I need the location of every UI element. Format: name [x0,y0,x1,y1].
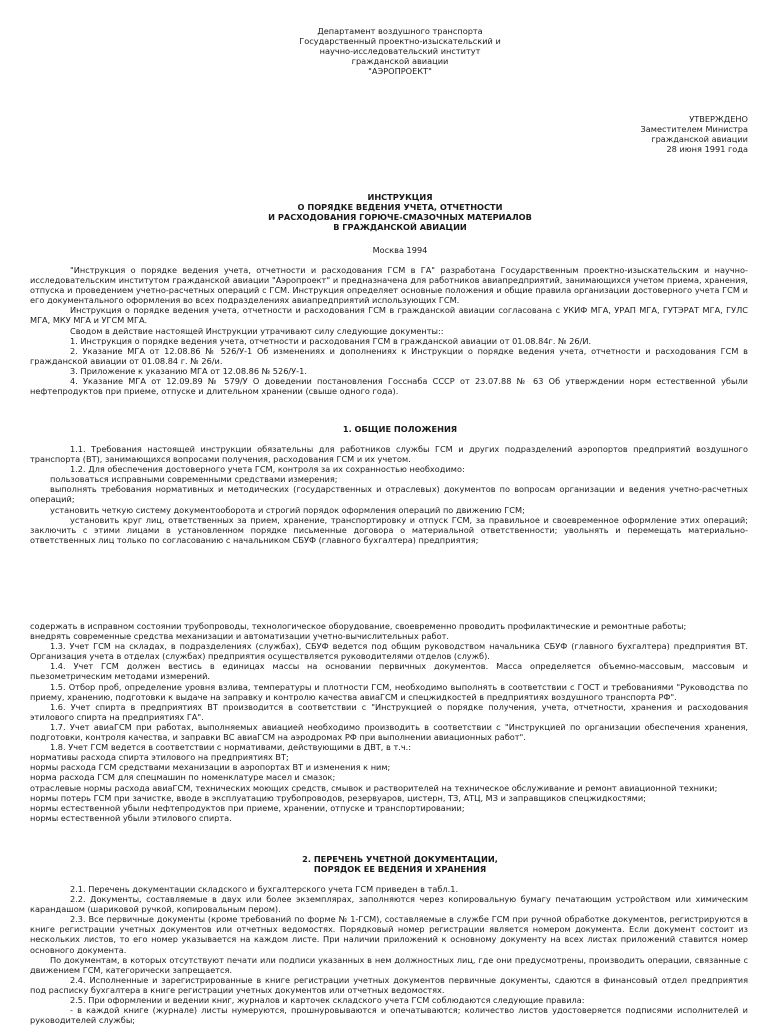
list-item: нормативы расхода спирта этилового на предприятиях ВТ; [30,752,289,763]
list-item: содержать в исправном состоянии трубопроводы, технологическое оборудование, своевременно проводить профилактические и ремонтные работы; [30,621,687,631]
title-line: И РАСХОДОВАНИЯ ГОРЮЧЕ-СМАЗОЧНЫХ МАТЕРИАЛОВ [268,212,532,223]
list-item: отраслевые нормы расхода авиаГСМ, технических моющих средств, смывок и растворителей на техническое обслуживание и ремонт авиационной техники; [30,782,718,793]
list-item: нормы естественной убыли нефтепродуктов при приеме, хранении, отпуске и транспортировании; [30,802,465,813]
list-item: норма расхода ГСМ для спецмашин по номенклатуре масел и смазок; [30,772,336,783]
intro-paragraph: 3. Приложение к указанию МГА от 12.08.86 № 526/У-1. [70,365,307,376]
intro-paragraph: "Инструкция о порядке ведения учета, отчетности и расходования ГСМ в ГА" разработана Государственным проектно-изыскательским и научно-исследовательским институтом гражданской авиации "Аэропроект" и предназначена для работников авиапредприятий, занимающихся учетом приема, хранения, отпуска и проведением учетно-расчетных операций с ГСМ. Инструкция определяет основные положения и общие правила организации достоверного учета ГСМ и его документального оформления во всех подразделениях авиапредприятий использующих ГСМ. [30,265,748,306]
section-2-body [30,884,748,1025]
section-paragraph: 1.3. Учет ГСМ на складах, в подразделениях (службах), СБУФ ведется под общим руководством начальника СБУФ (главного бухгалтера) предприятия ВТ. Организация учета в отделах (службах) предприятия осуществляется руководителями отделов (служб). [30,641,748,662]
section-paragraph: - в каждой книге (журнале) листы нумеруются, прошнуровываются и опечатываются; количество листов удостоверяется подписями исполнителей и руководителей службы; [30,1005,748,1025]
section-paragraph: выполнять требования нормативных и методических (государственных и отраслевых) документов по вопросам организации и ведения учетно-расчетных операций; [30,484,748,505]
list-item: нормы естественной убыли этилового спирта. [30,812,232,823]
section-paragraph: 2.5. При оформлении и ведении книг, журналов и карточек складского учета ГСМ соблюдаются следующие правила: [70,995,585,1006]
intro-paragraph: 2. Указание МГА от 12.08.86 № 526/У-1 Об изменениях и дополнениях к Инструкции о порядке ведения учета, отчетности и расходования ГСМ в гражданской авиации от 01.08.84 г. № 26/и. [30,345,748,366]
list-item: нормы потерь ГСМ при зачистке, вводе в эксплуатацию трубопроводов, резервуаров, цистерн, ТЗ, АТЦ, МЗ и заправщиков спецжидкостями; [30,792,646,803]
city-year: Москва 1994 [372,245,428,255]
section-heading-text: 2. ПЕРЕЧЕНЬ УЧЕТНОЙ ДОКУМЕНТАЦИИ, [302,854,498,864]
approval-line: Заместителем Министра [640,124,748,135]
continuation-block [30,621,748,823]
org-line: Департамент воздушного транспорта [317,26,483,36]
section-paragraph: установить четкую систему документооборота и строгий порядок оформления операций по движению ГСМ; [50,504,525,515]
intro-paragraph: Инструкция о порядке ведения учета, отчетности и расходования ГСМ в гражданской авиации согласована с УКИФ МГА, УРАП МГА, ГУТЭРАТ МГА, ГУЛС МГА, МКУ МГА и УГСМ МГА. [30,305,748,326]
document-title [200,192,600,232]
section-paragraph: 1.5. Отбор проб, определение уровня взлива, температуры и плотности ГСМ, необходимо выполнять в соответствии с ГОСТ и требованиями "Руководства по приему, хранению, подготовки к выдаче на заправку и контролю качества авиаГСМ и спецжидкостей в предприятиях воздушного транспорта РФ". [30,681,748,702]
intro-paragraph: 4. Указание МГА от 12.09.89 № 579/У О доведении постановления Госснаба СССР от 23.07.88 № 63 Об утверждении норм естественной убыли нефтепродуктов при приеме, отпуске и длительном хранении (свыше одного года). [30,376,748,397]
title-line: ИНСТРУКЦИЯ [367,192,433,202]
section-paragraph: 1.6. Учет спирта в предприятиях ВТ производится в соответствии с "Инструкцией о порядке получения, учета, отчетности, хранения и расходования этилового спирта на предприятиях ГА". [30,701,748,722]
section-paragraph: 1.8. Учет ГСМ ведется в соответствии с нормативами, действующими в ДВТ, в т.ч.: [50,742,412,753]
intro-block [30,265,748,396]
approval-stamp [641,114,748,154]
section-heading-text: ПОРЯДОК ЕЕ ВЕДЕНИЯ И ХРАНЕНИЯ [313,864,487,875]
section-paragraph: По документам, в которых отсутствуют печати или подписи указанных в нем должностных лиц, где они предусмотрены, производить операции, связанные с движением ГСМ, категорически запрещается. [30,954,748,975]
section-heading-text: 1. ОБЩИЕ ПОЛОЖЕНИЯ [342,424,458,434]
intro-paragraph: 1. Инструкция о порядке ведения учета, отчетности и расходования ГСМ в гражданской авиации от 01.08.84г. № 26/И. [70,335,592,346]
title-line: О ПОРЯДКЕ ВЕДЕНИЯ УЧЕТА, ОТЧЕТНОСТИ [297,202,503,213]
org-line: "АЭРОПРОЕКТ" [368,66,432,77]
approval-line: УТВЕРЖДЕНО [689,114,748,124]
section-paragraph: 1.1. Требования настоящей инструкции обязательны для работников службы ГСМ и других подразделений аэропортов предприятий воздушного транспорта (ВТ), занимающихся вопросами получения, расходования ГСМ и их учетом. [30,444,748,465]
section-paragraph: 2.4. Исполненные и зарегистрированные в книге регистрации учетных документов первичные документы, сдаются в финансовый отдел предприятия под расписку бухгалтера в книге регистрации учетных документов или отчетных ведомостях. [30,974,748,995]
section-1-body [30,444,748,545]
org-line: Государственный проектно-изыскательский и [299,36,501,47]
section-paragraph: пользоваться исправными современными средствами измерения; [50,474,338,485]
section-paragraph: 2.2. Документы, составляемые в двух или более экземплярах, заполняются через копировальную бумагу печатающим устройством или химическим карандашом (шариковой ручкой, копировальным пером). [30,894,748,915]
section-2-heading [200,854,600,874]
intro-paragraph: Сводом в действие настоящей Инструкции утрачивают силу следующие документы:: [70,325,444,336]
title-line: В ГРАЖДАНСКОЙ АВИАЦИИ [333,222,467,233]
section-paragraph: 2.1. Перечень документации складского и бухгалтерского учета ГСМ приведен в табл.1. [70,884,459,894]
section-paragraph: 1.4. Учет ГСМ должен вестись в единицах массы на основании первичных документов. Масса определяется объемно-массовым, массовым и пьезометрическим методами измерений. [30,661,748,682]
section-paragraph: 1.7. Учет авиаГСМ при работах, выполняемых авиацией необходимо производить в соответствии с "Инструкцией по организации обеспечения хранения, подготовки, контроля качества, и заправки ВС авиаГСМ на аэродромах РФ при выполнении авиационных работ". [30,721,748,743]
organization-header [200,26,600,76]
approval-line: гражданской авиации [651,134,748,145]
org-line: гражданской авиации [351,56,449,67]
section-paragraph: установить круг лиц, ответственных за прием, хранение, транспортировку и отпуск ГСМ, за правильное и своевременное оформление этих операций; заключить с этими лицами в установленном порядке письменные договора о материальной ответственности; увольнять и перемещать материально-ответственных лиц только по согласованию с начальником СБУФ (главного бухгалтера) предприятия; [30,514,748,545]
section-1-heading [200,424,600,434]
list-item: внедрять современные средства механизации и автоматизации учетно-вычислительных работ. [30,631,449,642]
section-paragraph: 1.2. Для обеспечения достоверного учета ГСМ, контроля за их сохранностью необходимо: [70,464,465,475]
list-item: нормы расхода ГСМ средствами механизации в аэропортах ВТ и изменения к ним; [30,762,391,773]
org-line: научно-исследовательский институт [319,46,481,57]
approval-line: 28 июня 1991 года [666,144,748,155]
section-paragraph: 2.3. Все первичные документы (кроме требований по форме № 1-ГСМ), составляемые в службе ГСМ при ручной обработке документов, регистрируются в книге регистрации учетных документов или отчетных ведомостях. Порядковый номер регистрации является номером документа. Если документ состоит из нескольких листов, то его номер указывается на каждом листе. При наличии приложений к основному документу на всех листах приложений ставится номер основного документа. [30,914,748,955]
